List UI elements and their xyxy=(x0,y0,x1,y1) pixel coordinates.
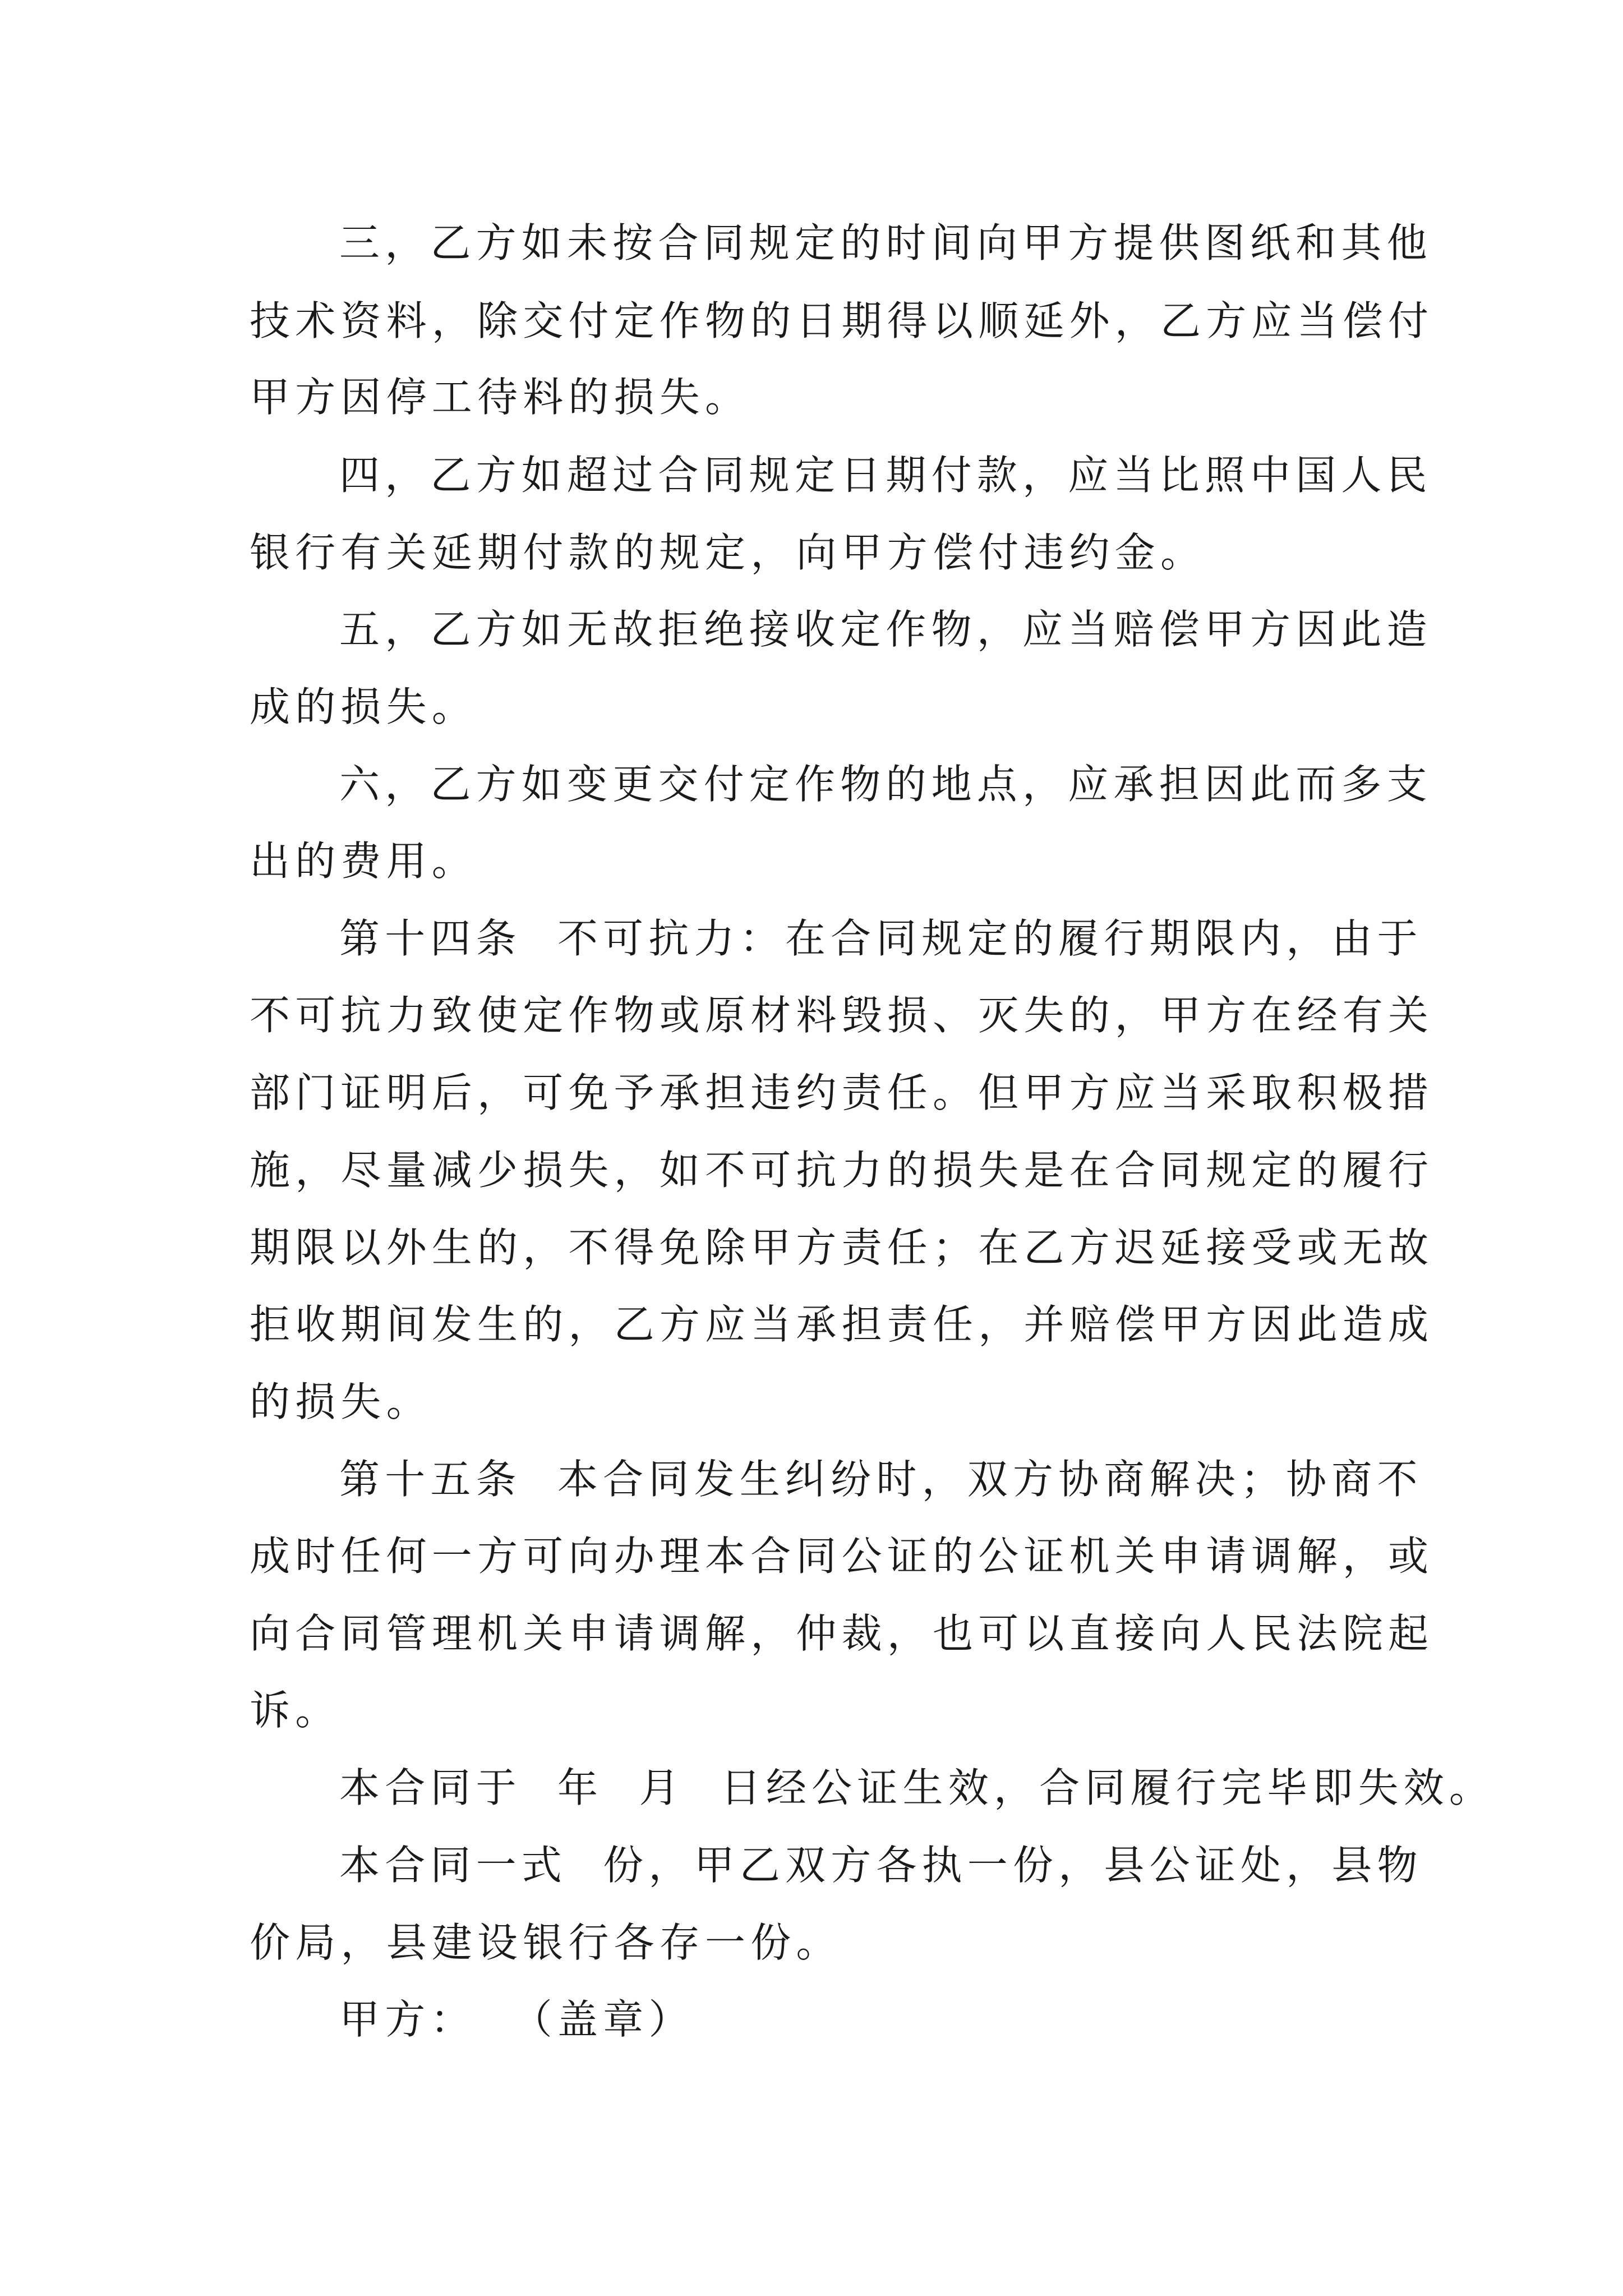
text-line: 施，尽量减少损失，如不可抗力的损失是在合同规定的履行 xyxy=(250,1147,1434,1194)
text-line: 三，乙方如未按合同规定的时间向甲方提供图纸和其他 xyxy=(339,219,1432,266)
text-line: 本合同一式 份，甲乙双方各执一份，县公证处，县物 xyxy=(339,1842,1423,1889)
text-line: 部门证明后，可免予承担违约责任。但甲方应当采取积极措 xyxy=(250,1069,1434,1116)
text-line: 银行有关延期付款的规定，向甲方偿付违约金。 xyxy=(250,529,1206,576)
text-line: 价局，县建设银行各存一份。 xyxy=(250,1919,842,1966)
text-line: 技术资料，除交付定作物的日期得以顺延外，乙方应当偿付 xyxy=(250,297,1434,344)
text-line: 甲方： （盖章） xyxy=(339,1996,694,2043)
text-line: 向合同管理机关申请调解，仲裁，也可以直接向人民法院起 xyxy=(250,1610,1434,1657)
text-line: 六，乙方如变更交付定作物的地点，应承担因此而多支 xyxy=(339,761,1432,808)
text-line: 不可抗力致使定作物或原材料毁损、灭失的，甲方在经有关 xyxy=(250,992,1434,1039)
text-line: 第十五条 本合同发生纠纷时，双方协商解决；协商不 xyxy=(339,1456,1423,1503)
text-line: 的损失。 xyxy=(250,1378,432,1425)
text-line: 成时任何一方可向办理本合同公证的公证机关申请调解，或 xyxy=(250,1533,1434,1580)
text-line: 成的损失。 xyxy=(250,683,478,730)
text-line: 四，乙方如超过合同规定日期付款，应当比照中国人民 xyxy=(339,452,1432,499)
text-line: 本合同于 年 月 日经公证生效，合同履行完毕即失效。 xyxy=(339,1764,1495,1811)
text-line: 五，乙方如无故拒绝接收定作物，应当赔偿甲方因此造 xyxy=(339,606,1432,653)
text-line: 第十四条 不可抗力：在合同规定的履行期限内，由于 xyxy=(339,915,1423,962)
text-line: 拒收期间发生的，乙方应当承担责任，并赔偿甲方因此造成 xyxy=(250,1301,1434,1348)
text-line: 诉。 xyxy=(250,1687,341,1734)
text-line: 出的费用。 xyxy=(250,838,478,885)
text-line: 期限以外生的，不得免除甲方责任；在乙方迟延接受或无故 xyxy=(250,1224,1434,1271)
text-line: 甲方因停工待料的损失。 xyxy=(250,374,751,421)
